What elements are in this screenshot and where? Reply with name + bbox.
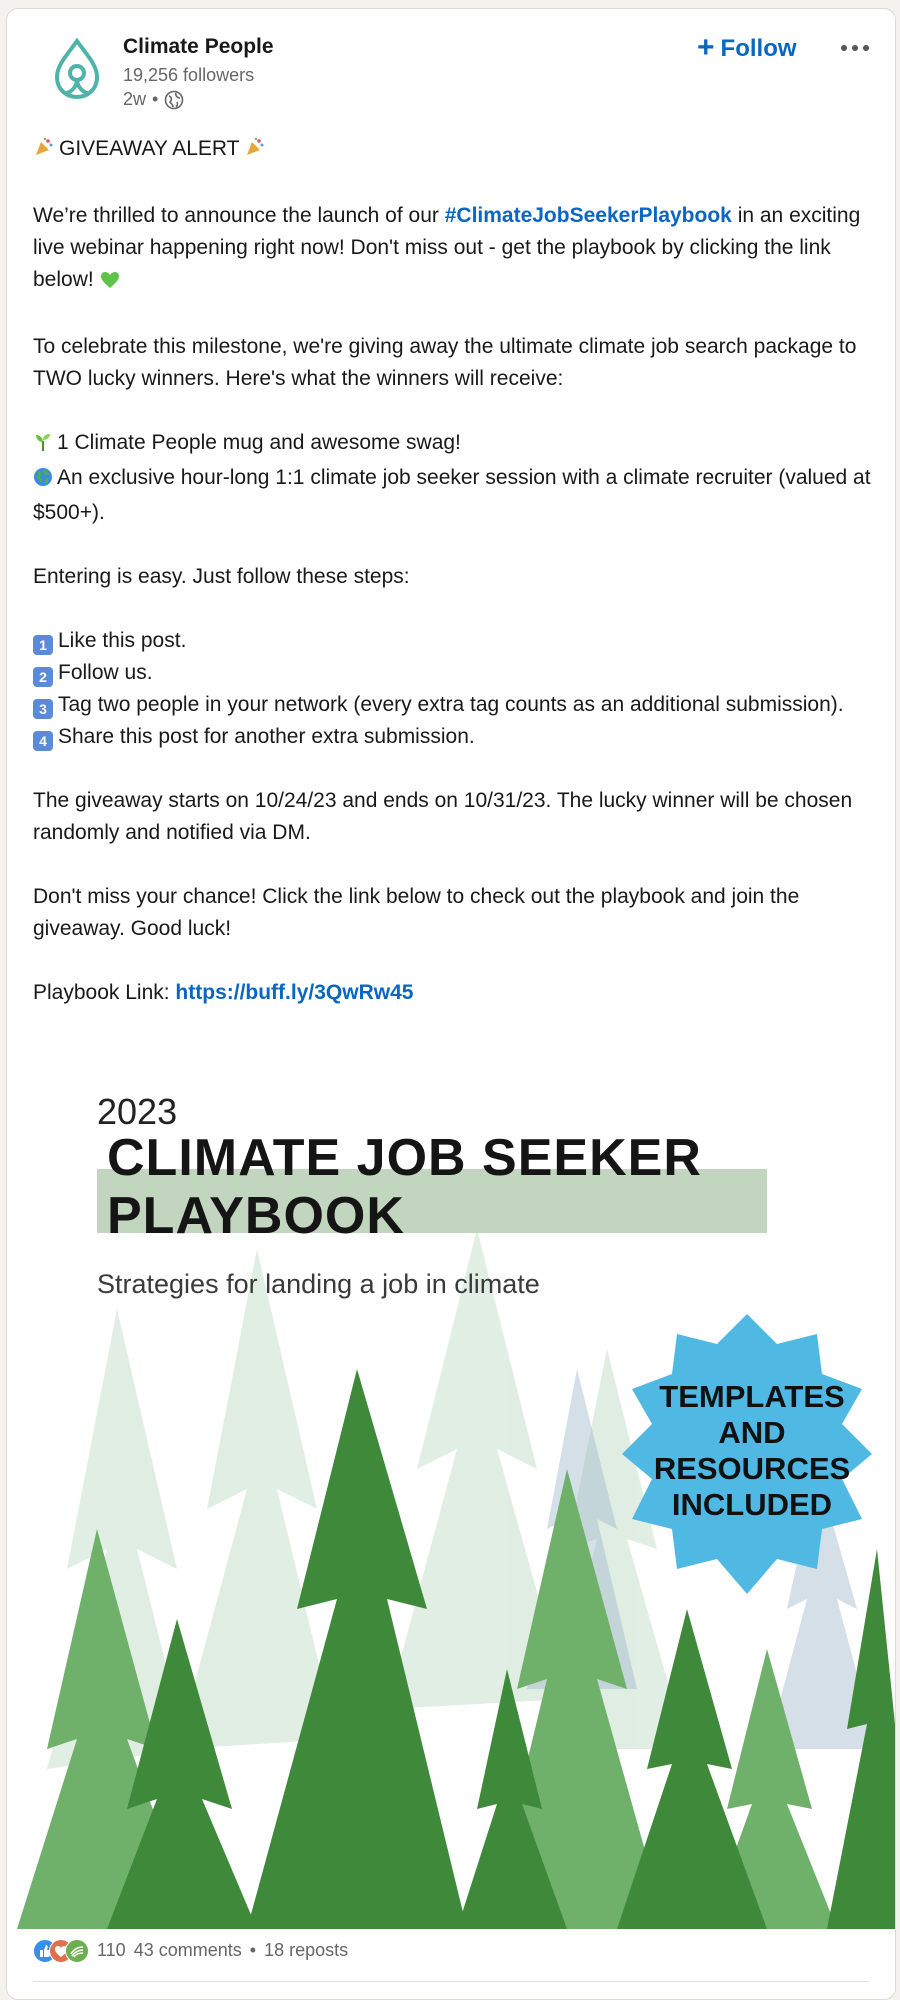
image-year: 2023 (97, 1091, 178, 1132)
post-card (6, 8, 896, 2000)
globe-earth-icon (33, 465, 53, 497)
prize-item (33, 462, 873, 529)
post-image[interactable] (7, 1049, 895, 1929)
post-age: 2w (123, 89, 147, 109)
link-label: Playbook Link: (33, 981, 176, 1004)
comments-count[interactable]: 43 comments (133, 1939, 242, 1960)
steps-intro: Entering is easy. Just follow these steps: (33, 565, 410, 588)
globe-icon (164, 90, 184, 110)
post-body (33, 133, 873, 1009)
playbook-link[interactable]: https://buff.ly/3QwRw45 (175, 981, 414, 1004)
plus-icon: + (697, 30, 715, 64)
giveaway-alert-text: GIVEAWAY ALERT (59, 137, 240, 160)
post-header (7, 9, 895, 119)
reaction-count[interactable]: 110 (97, 1939, 126, 1960)
support-reaction-icon (65, 1939, 89, 1963)
step-item (33, 721, 873, 753)
prize-item (33, 427, 873, 462)
more-options-button[interactable] (833, 33, 877, 63)
more-horizontal-icon (852, 45, 858, 51)
giveaway-alert-line (33, 133, 873, 168)
divider (33, 1981, 869, 1982)
social-counts-bar (7, 1929, 895, 1999)
announcement-text-cont: in an exciting live webinar happening right now! Don't miss out - get the playbook by clicking the link below! (33, 204, 861, 291)
party-popper-icon (244, 136, 266, 168)
more-horizontal-icon (863, 45, 869, 51)
badge-line: AND (718, 1415, 786, 1450)
step-text: Tag two people in your network (every extra tag counts as an additional submission). (58, 693, 844, 716)
step-text: Like this post. (58, 629, 187, 652)
post-meta (123, 89, 184, 110)
badge-line: RESOURCES (653, 1451, 851, 1486)
reaction-icons (33, 1937, 89, 1963)
badge-line: INCLUDED (671, 1487, 833, 1522)
follow-label: Follow (720, 35, 797, 62)
follower-count: 19,256 followers (123, 65, 255, 85)
step-item (33, 657, 873, 689)
keycap-2-icon: 2 (33, 667, 53, 687)
follow-button[interactable] (697, 31, 797, 67)
badge-line: TEMPLATES (659, 1379, 845, 1414)
celebrate-paragraph: To celebrate this milestone, we're giving away the ultimate climate job search package to TWO lucky winners. Here's what the winners will receive: (33, 335, 857, 390)
more-horizontal-icon (841, 45, 847, 51)
green-heart-icon (100, 267, 120, 299)
image-title-line2: PLAYBOOK (107, 1187, 405, 1245)
meta-separator: • (152, 89, 159, 109)
party-popper-icon (33, 136, 55, 168)
image-title-line1: CLIMATE JOB SEEKER (107, 1129, 702, 1187)
prize-text: An exclusive hour-long 1:1 climate job seeker session with a climate recruiter (valued at $500+). (33, 466, 871, 524)
prize-text: 1 Climate People mug and awesome swag! (57, 431, 461, 454)
cta-paragraph: Don't miss your chance! Click the link below to check out the playbook and join the giveaway. Good luck! (33, 885, 800, 940)
climate-people-logo-icon[interactable] (43, 35, 111, 103)
step-item (33, 689, 873, 721)
dates-paragraph: The giveaway starts on 10/24/23 and ends on 10/31/23. The lucky winner will be chosen randomly and notified via DM. (33, 789, 853, 844)
reposts-count[interactable]: 18 reposts (264, 1939, 349, 1960)
hashtag-link[interactable]: #ClimateJobSeekerPlaybook (444, 204, 732, 227)
announcement-paragraph (33, 200, 873, 299)
image-title (107, 1129, 702, 1245)
step-text: Share this post for another extra submission. (58, 725, 475, 748)
keycap-3-icon: 3 (33, 699, 53, 719)
seedling-icon (33, 430, 53, 462)
playbook-link-line (33, 977, 873, 1009)
reaction-summary[interactable] (33, 1937, 348, 1963)
step-text: Follow us. (58, 661, 153, 684)
badge-text (627, 1379, 877, 1523)
announcement-text: We’re thrilled to announce the launch of our (33, 204, 445, 227)
keycap-1-icon: 1 (33, 635, 53, 655)
author-name[interactable]: Climate People (123, 35, 274, 58)
step-item (33, 625, 873, 657)
keycap-4-icon: 4 (33, 731, 53, 751)
counts-separator: • (249, 1939, 257, 1960)
image-subtitle: Strategies for landing a job in climate (97, 1269, 540, 1299)
